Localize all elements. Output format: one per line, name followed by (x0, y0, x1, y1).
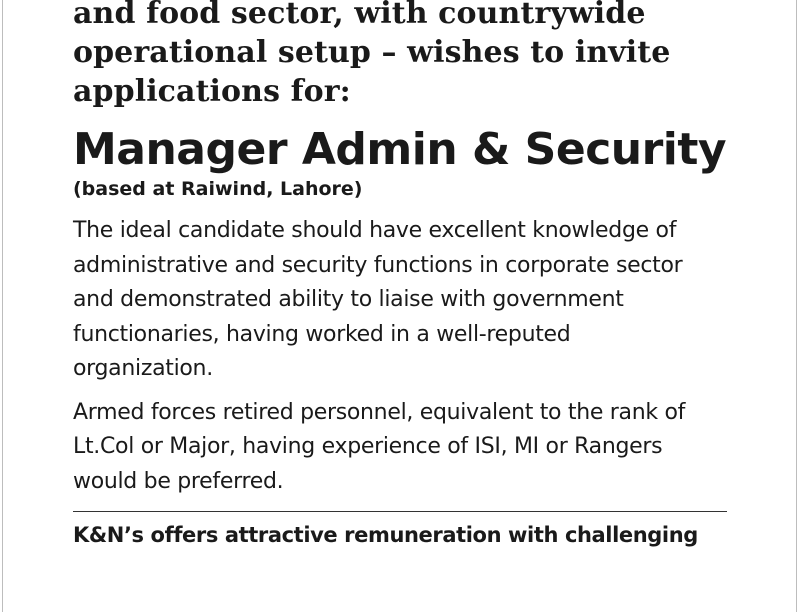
candidate-description (73, 214, 763, 387)
description-line: The ideal candidate should have excellent knowledge of (73, 218, 677, 243)
section-divider (73, 511, 727, 512)
intro-line: operational setup – wishes to invite (73, 35, 671, 70)
preference-line: Lt.Col or Major, having experience of ISI, MI or Rangers (73, 434, 663, 459)
job-title: Manager Admin & Security (73, 124, 727, 175)
company-intro (73, 0, 763, 111)
preference-note (73, 396, 763, 500)
job-advertisement (73, 0, 763, 550)
description-line: organization. (73, 356, 213, 381)
offer-statement: K&N’s offers attractive remuneration with challenging (73, 523, 698, 547)
intro-line: and food sector, with countrywide (73, 0, 646, 31)
intro-line: applications for: (73, 74, 351, 109)
description-line: functionaries, having worked in a well-reputed (73, 321, 571, 347)
description-line: administrative and security functions in corporate sector (73, 252, 683, 278)
description-line: and demonstrated ability to liaise with government (73, 287, 624, 312)
job-location: (based at Raiwind, Lahore) (73, 178, 363, 200)
preference-line: Armed forces retired personnel, equivalent to the rank of (73, 399, 686, 425)
preference-line: would be preferred. (73, 468, 284, 494)
